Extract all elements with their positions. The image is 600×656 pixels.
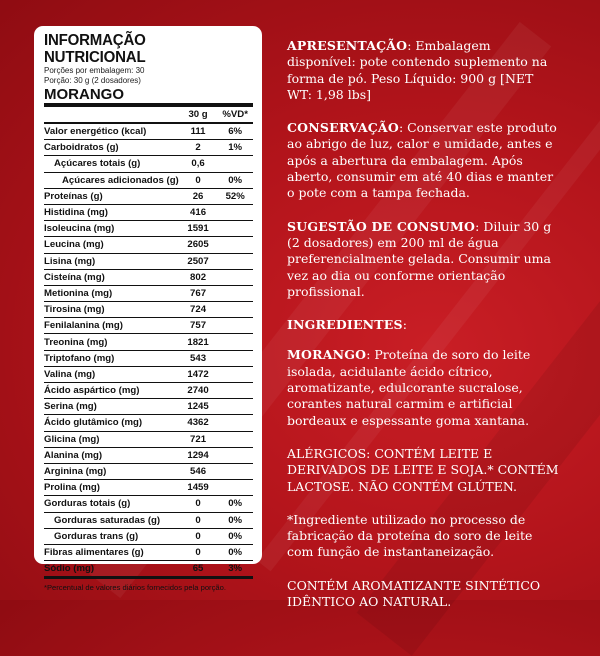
nutrient-amount: 416	[179, 204, 218, 220]
nutrient-name: Ácido aspártico (mg)	[44, 383, 179, 399]
nutrient-dv	[217, 366, 253, 382]
nutrient-name: Carboidratos (g)	[44, 140, 179, 156]
table-row	[44, 463, 253, 479]
nutrient-dv: 52%	[217, 188, 253, 204]
nutrient-name: Lisina (mg)	[44, 253, 179, 269]
nutrient-amount: 0	[179, 544, 218, 560]
table-row	[44, 512, 253, 528]
nutrition-table	[44, 107, 253, 579]
flavor-ingredients-label: MORANGO	[287, 347, 367, 363]
presentation-text: : Embalagem disponível: pote contendo suplemento na forma de pó. Peso Líquido: 900 g [NET WT: 1,98 lbs]	[287, 38, 548, 102]
nutrient-dv	[217, 463, 253, 479]
nutrient-dv	[217, 156, 253, 172]
nutrient-amount: 0,6	[179, 156, 218, 172]
nutrient-amount: 724	[179, 302, 218, 318]
nutrient-dv	[217, 204, 253, 220]
flavoring-note: CONTÉM AROMATIZANTE SINTÉTICO IDÊNTICO AO NATURAL.	[287, 577, 541, 610]
nutrient-name: Gorduras totais (g)	[44, 496, 179, 512]
table-row	[44, 123, 253, 140]
presentation-label: APRESENTAÇÃO	[287, 38, 408, 53]
nutrition-facts-panel	[34, 26, 262, 593]
table-row	[44, 204, 253, 220]
nutrient-amount: 721	[179, 431, 218, 447]
table-row	[44, 447, 253, 463]
nutrient-amount: 2507	[179, 253, 218, 269]
nutrient-name: Prolina (mg)	[44, 480, 179, 496]
nutrient-amount: 2740	[179, 383, 218, 399]
nutrient-name: Treonina (mg)	[44, 334, 179, 350]
table-row	[44, 156, 253, 172]
nutrient-amount: 1472	[179, 366, 218, 382]
nutrient-dv	[217, 302, 253, 318]
nutrient-dv	[217, 415, 253, 431]
table-row	[44, 140, 253, 156]
table-row	[44, 350, 253, 366]
nutrient-amount: 0	[179, 496, 218, 512]
nutrient-name: Alanina (mg)	[44, 447, 179, 463]
storage-label: CONSERVAÇÃO	[287, 120, 399, 136]
nutrient-name: Valina (mg)	[44, 366, 179, 382]
nutrient-dv	[217, 221, 253, 237]
table-row	[44, 366, 253, 382]
nutrient-amount: 111	[179, 123, 218, 140]
nutrient-dv: 0%	[217, 496, 253, 512]
dv-footnote: *Percentual de valores diários fornecidos pela porção.	[44, 583, 226, 593]
nutrient-name: Metionina (mg)	[44, 285, 179, 301]
nutrient-dv	[217, 447, 253, 463]
flavor-ingredients-text: : Proteína de soro do leite isolada, acidulante ácido cítrico, aromatizante, edulcorante sucralose, corantes natural carmim e artificial bordeaux e espessante goma xantana.	[287, 347, 531, 428]
nutrient-dv	[217, 480, 253, 496]
nutrient-dv: 0%	[217, 512, 253, 528]
usage-label: SUGESTÃO DE CONSUMO	[287, 218, 476, 234]
header-empty-cell	[44, 107, 179, 123]
table-header-row	[44, 107, 253, 123]
nutrient-dv	[217, 285, 253, 301]
amount-column-header: 30 g	[179, 107, 218, 123]
nutrient-dv	[217, 318, 253, 334]
usage-text: : Diluir 30 g (2 dosadores) em 200 ml de água preferencialmente gelada. Consumir uma vez ao dia ou conforme orientação profissional.	[287, 218, 552, 299]
nutrient-dv	[217, 334, 253, 350]
table-row	[44, 431, 253, 447]
nutrient-name: Açúcares adicionados (g)	[44, 172, 179, 188]
nutrient-name: Leucina (mg)	[44, 237, 179, 253]
nutrition-title: INFORMAÇÃO NUTRICIONAL	[44, 32, 146, 66]
nutrient-amount: 2	[179, 140, 218, 156]
ingredients-heading	[287, 317, 559, 333]
servings-per-pack: Porções por embalagem: 30	[44, 66, 145, 75]
nutrient-amount: 543	[179, 350, 218, 366]
nutrient-dv: 1%	[217, 140, 253, 156]
nutrient-name: Gorduras saturadas (g)	[44, 512, 179, 528]
nutrient-dv	[217, 399, 253, 415]
nutrient-name: Cisteína (mg)	[44, 269, 179, 285]
table-row	[44, 285, 253, 301]
nutrient-amount: 1245	[179, 399, 218, 415]
table-row	[44, 496, 253, 512]
nutrient-dv	[217, 269, 253, 285]
nutrient-amount: 4362	[179, 415, 218, 431]
nutrient-amount: 1294	[179, 447, 218, 463]
storage-text: : Conservar este produto ao abrigo de luz, calor e umidade, antes e após a abertura da embalagem. Após aberto, consumir em até 40 dias e manter o pote com a tampa fechada.	[287, 120, 557, 201]
table-row	[44, 172, 253, 188]
table-row	[44, 383, 253, 399]
nutrient-amount: 0	[179, 512, 218, 528]
nutrient-amount: 2605	[179, 237, 218, 253]
nutrient-dv	[217, 350, 253, 366]
table-row	[44, 237, 253, 253]
nutrient-amount: 767	[179, 285, 218, 301]
nutrient-name: Histidina (mg)	[44, 204, 179, 220]
nutrient-amount: 1821	[179, 334, 218, 350]
dv-column-header: %VD*	[217, 107, 253, 123]
table-row	[44, 188, 253, 204]
ingredients-label: INGREDIENTES	[287, 317, 403, 333]
nutrient-dv: 0%	[217, 172, 253, 188]
nutrient-name: Triptofano (mg)	[44, 350, 179, 366]
nutrient-dv	[217, 237, 253, 253]
nutrient-amount: 802	[179, 269, 218, 285]
nutrient-dv	[217, 431, 253, 447]
nutrient-amount: 0	[179, 172, 218, 188]
presentation-section	[287, 38, 559, 103]
nutrient-dv: 3%	[217, 561, 253, 578]
table-row	[44, 415, 253, 431]
table-row	[44, 528, 253, 544]
usage-section	[287, 219, 559, 300]
table-row	[44, 302, 253, 318]
nutrient-name: Gorduras trans (g)	[44, 528, 179, 544]
ingredients-colon: :	[402, 317, 407, 333]
nutrient-amount: 0	[179, 528, 218, 544]
table-row	[44, 399, 253, 415]
ingredient-footnote: *Ingrediente utilizado no processo de fabricação da proteína do soro de leite com função de instantaneização.	[287, 511, 533, 560]
flavor-ingredients-section	[287, 347, 559, 428]
table-row	[44, 253, 253, 269]
nutrient-name: Tirosina (mg)	[44, 302, 179, 318]
nutrient-name: Sódio (mg)	[44, 561, 179, 578]
allergens-warning: ALÉRGICOS: CONTÉM LEITE E DERIVADOS DE LEITE E SOJA.* CONTÉM LACTOSE. NÃO CONTÉM GLÚTEN.	[287, 445, 559, 494]
nutrient-amount: 65	[179, 561, 218, 578]
table-row	[44, 221, 253, 237]
nutrient-name: Ácido glutâmico (mg)	[44, 415, 179, 431]
table-row	[44, 269, 253, 285]
table-row	[44, 544, 253, 560]
nutrient-dv: 0%	[217, 544, 253, 560]
product-info	[287, 38, 559, 627]
nutrient-amount: 546	[179, 463, 218, 479]
nutrient-name: Valor energético (kcal)	[44, 123, 179, 140]
nutrient-dv: 0%	[217, 528, 253, 544]
nutrient-amount: 26	[179, 188, 218, 204]
nutrient-name: Serina (mg)	[44, 399, 179, 415]
table-row	[44, 480, 253, 496]
nutrient-amount: 1591	[179, 221, 218, 237]
serving-size: Porção: 30 g (2 dosadores)	[44, 75, 141, 85]
nutrient-name: Isoleucina (mg)	[44, 221, 179, 237]
table-row	[44, 318, 253, 334]
nutrient-name: Fenilalanina (mg)	[44, 318, 179, 334]
nutrient-name: Glicina (mg)	[44, 431, 179, 447]
nutrient-dv	[217, 253, 253, 269]
nutrient-name: Açúcares totais (g)	[44, 156, 179, 172]
nutrient-dv: 6%	[217, 123, 253, 140]
nutrient-dv	[217, 383, 253, 399]
flavor-heading: MORANGO	[44, 86, 253, 107]
nutrient-amount: 757	[179, 318, 218, 334]
nutrient-name: Arginina (mg)	[44, 463, 179, 479]
table-row	[44, 561, 253, 578]
nutrient-name: Proteínas (g)	[44, 188, 179, 204]
storage-section	[287, 120, 559, 201]
table-row	[44, 334, 253, 350]
nutrient-amount: 1459	[179, 480, 218, 496]
nutrient-name: Fibras alimentares (g)	[44, 544, 179, 560]
